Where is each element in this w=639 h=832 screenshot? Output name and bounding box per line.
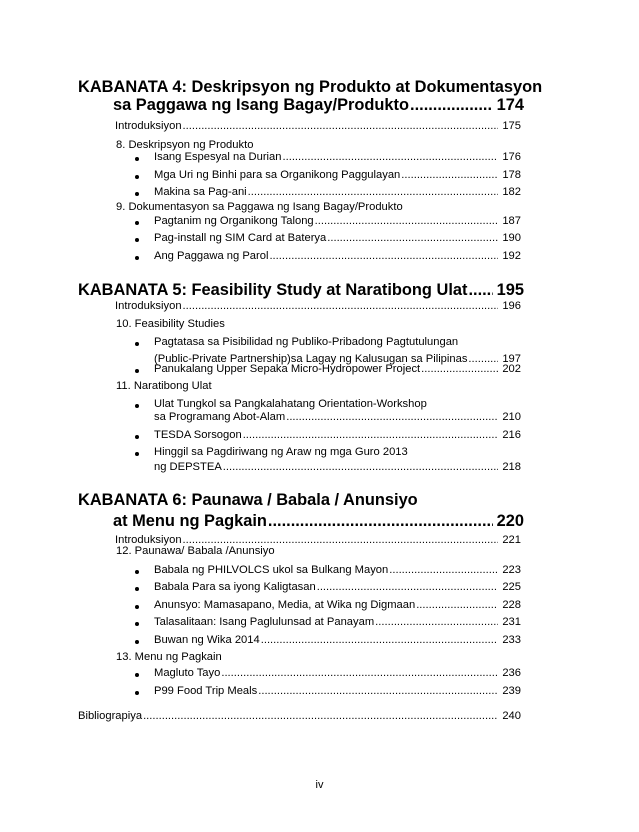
section-heading: 8. Deskripsyon ng Produkto (116, 139, 254, 151)
entry-label: Babala ng PHILVOLCS ukol sa Bulkang Mayon (154, 564, 389, 576)
toc-entry[interactable] (154, 616, 521, 628)
bullet-icon (135, 221, 139, 225)
entry-page: 225 (502, 581, 521, 593)
entry-label-line1: Pagtatasa sa Pisibilidad ng Publiko-Pribadong Pagtutulungan (154, 336, 459, 348)
entry-label: Buwan ng Wika 2014 (154, 634, 260, 646)
entry-label: sa Programang Abot-Alam (154, 411, 286, 423)
chapter-5-entry[interactable] (78, 281, 524, 300)
dot-leader (400, 169, 498, 181)
entry-label: Babala Para sa iyong Kaligtasan (154, 581, 316, 593)
dot-leader (142, 710, 498, 722)
chapter-5-page: 195 (496, 281, 524, 299)
entry-page: 192 (502, 250, 521, 262)
entry-page: 176 (502, 151, 521, 163)
chapter-5-title: KABANATA 5: Feasibility Study at Naratibong Ulat (78, 281, 468, 299)
dot-leader (415, 599, 498, 611)
toc-entry[interactable] (154, 250, 521, 262)
entry-label: Introduksiyon (115, 300, 182, 312)
bullet-icon (135, 256, 139, 260)
dot-leader (267, 512, 493, 531)
chapter-6-title-line2: at Menu ng Pagkain (113, 512, 267, 530)
entry-label: Isang Espesyal na Durian (154, 151, 282, 163)
toc-entry[interactable] (154, 599, 521, 611)
toc-entry[interactable] (154, 411, 521, 423)
dot-leader (247, 186, 499, 198)
entry-label: Anunsyo: Mamasapano, Media, at Wika ng Digmaan (154, 599, 416, 611)
entry-label: Mga Uri ng Binhi para sa Organikong Paggulayan (154, 169, 401, 181)
toc-entry[interactable] (154, 634, 521, 646)
dot-leader (220, 667, 498, 679)
dot-leader (467, 281, 492, 300)
bullet-icon (135, 435, 139, 439)
bullet-icon (135, 622, 139, 626)
entry-page: 197 (502, 353, 521, 365)
toc-entry-introduksiyon[interactable] (115, 120, 521, 132)
dot-leader (326, 232, 498, 244)
entry-label: Pagtanim ng Organikong Talong (154, 215, 314, 227)
bullet-icon (135, 452, 139, 456)
entry-page: 187 (502, 215, 521, 227)
section-heading: 10. Feasibility Studies (116, 318, 225, 330)
entry-label: P99 Food Trip Meals (154, 685, 258, 697)
dot-leader (285, 411, 498, 423)
entry-page: 240 (502, 710, 521, 722)
bullet-icon (135, 691, 139, 695)
bullet-icon (135, 238, 139, 242)
entry-page: 231 (502, 616, 521, 628)
entry-page: 175 (502, 120, 521, 132)
toc-entry-bibliograpiya[interactable] (78, 710, 521, 722)
entry-label: Ang Paggawa ng Parol (154, 250, 269, 262)
dot-leader (268, 250, 498, 262)
dot-leader (260, 634, 499, 646)
section-heading: 13. Menu ng Pagkain (116, 651, 222, 663)
section-heading: 11. Naratibong Ulat (116, 380, 212, 392)
entry-label: Panukalang Upper Sepaka Micro-Hydropower Project (154, 363, 421, 375)
dot-leader (242, 429, 499, 441)
entry-page: 233 (502, 634, 521, 646)
toc-entry[interactable] (154, 363, 521, 375)
chapter-6-entry[interactable] (113, 512, 524, 531)
chapter-4-entry[interactable] (113, 96, 524, 115)
bullet-icon (135, 192, 139, 196)
bullet-icon (135, 605, 139, 609)
entry-page: 236 (502, 667, 521, 679)
entry-label: (Public-Private Partnership)sa Lagay ng Kalusugan sa Pilipinas (154, 353, 468, 365)
section-heading: 12. Paunawa/ Babala /Anunsiyo (116, 545, 275, 557)
entry-page: 202 (502, 363, 521, 375)
dot-leader (282, 151, 499, 163)
toc-entry[interactable] (154, 667, 521, 679)
entry-page: 218 (502, 461, 521, 473)
entry-label: Introduksiyon (115, 534, 182, 546)
bullet-icon (135, 673, 139, 677)
dot-leader (314, 215, 499, 227)
toc-entry[interactable] (154, 169, 521, 181)
dot-leader (374, 616, 498, 628)
entry-page: 178 (502, 169, 521, 181)
page-number: iv (315, 779, 324, 791)
chapter-4-title-line1: KABANATA 4: Deskripsyon ng Produkto at Dokumentasyon (78, 78, 543, 96)
entry-label-line1: Ulat Tungkol sa Pangkalahatang Orientation-Workshop (154, 398, 427, 410)
toc-entry[interactable] (154, 685, 521, 697)
toc-entry[interactable] (154, 461, 521, 473)
entry-label: TESDA Sorsogon (154, 429, 242, 441)
dot-leader (409, 96, 493, 115)
dot-leader (257, 685, 498, 697)
toc-entry[interactable] (154, 232, 521, 244)
entry-page: 239 (502, 685, 521, 697)
toc-entry[interactable] (154, 215, 521, 227)
toc-entry[interactable] (154, 581, 521, 593)
dot-leader (316, 581, 499, 593)
entry-label: Pag-install ng SIM Card at Baterya (154, 232, 327, 244)
entry-page: 216 (502, 429, 521, 441)
entry-label: ng DEPSTEA (154, 461, 222, 473)
chapter-6-title-line1: KABANATA 6: Paunawa / Babala / Anunsiyo (78, 491, 418, 509)
entry-label: Magluto Tayo (154, 667, 221, 679)
entry-page: 190 (502, 232, 521, 244)
bullet-icon (135, 640, 139, 644)
entry-page: 228 (502, 599, 521, 611)
bullet-icon (135, 404, 139, 408)
bullet-icon (135, 369, 139, 373)
dot-leader (182, 120, 499, 132)
toc-entry[interactable] (154, 429, 521, 441)
bullet-icon (135, 342, 139, 346)
toc-entry[interactable] (154, 564, 521, 576)
bullet-icon (135, 587, 139, 591)
dot-leader (420, 363, 498, 375)
entry-page: 221 (502, 534, 521, 546)
dot-leader (388, 564, 498, 576)
dot-leader (182, 300, 499, 312)
chapter-6-page: 220 (496, 512, 524, 530)
section-heading: 9. Dokumentasyon sa Paggawa ng Isang Bagay/Produkto (116, 201, 403, 213)
toc-entry[interactable] (154, 151, 521, 163)
chapter-4-page: 174 (496, 96, 524, 114)
entry-label: Talasalitaan: Isang Paglulunsad at Panayam (154, 616, 375, 628)
bullet-icon (135, 570, 139, 574)
entry-page: 210 (502, 411, 521, 423)
toc-entry-introduksiyon[interactable] (115, 300, 521, 312)
bullet-icon (135, 157, 139, 161)
entry-page: 223 (502, 564, 521, 576)
entry-label: Introduksiyon (115, 120, 182, 132)
entry-label-line1: Hinggil sa Pagdiriwang ng Araw ng mga Guro 2013 (154, 446, 408, 458)
entry-label: Bibliograpiya (78, 710, 143, 722)
bullet-icon (135, 175, 139, 179)
dot-leader (222, 461, 499, 473)
entry-page: 182 (502, 186, 521, 198)
entry-label: Makina sa Pag-ani (154, 186, 247, 198)
entry-page: 196 (502, 300, 521, 312)
chapter-4-title-line2: sa Paggawa ng Isang Bagay/Produkto (113, 96, 410, 114)
toc-entry[interactable] (154, 186, 521, 198)
